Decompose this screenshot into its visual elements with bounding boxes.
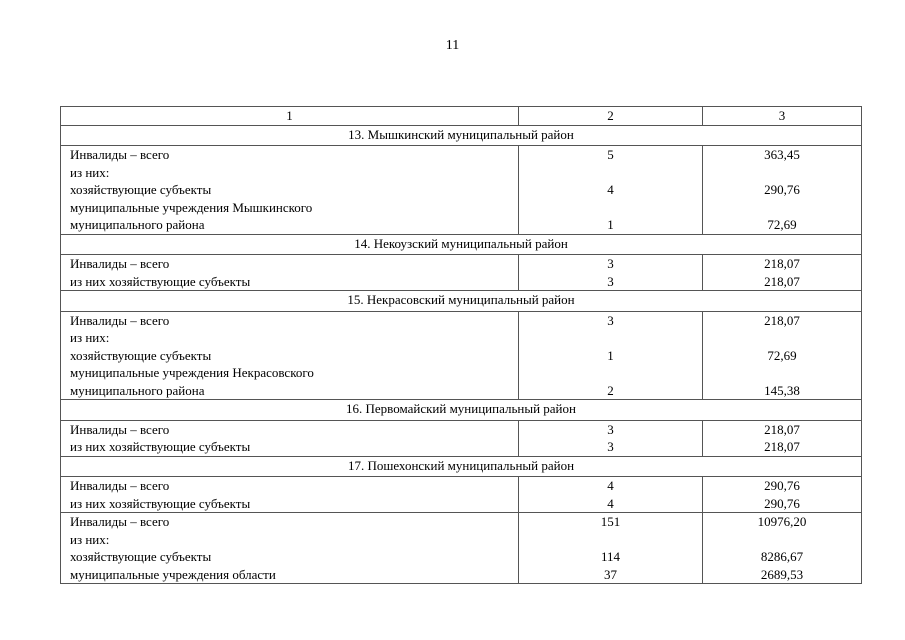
line-count xyxy=(519,329,702,347)
header-row xyxy=(61,107,862,126)
line-amount: 218,07 xyxy=(764,421,800,437)
line-label: Инвалиды – всего xyxy=(70,312,170,328)
section-title: 13. Мышкинский муниципальный район xyxy=(61,125,862,146)
line-amount: 72,69 xyxy=(767,217,797,232)
row-label-cell xyxy=(61,311,519,400)
line-count: 3 xyxy=(607,256,614,271)
row-label-cell xyxy=(61,255,519,291)
line-amount xyxy=(703,364,861,382)
line-count: 4 xyxy=(607,478,614,493)
line-label: Инвалиды – всего xyxy=(70,147,170,162)
data-table xyxy=(60,106,862,584)
row-count-cell xyxy=(519,513,703,584)
row-count-cell xyxy=(519,146,703,235)
section-title: 16. Первомайский муниципальный район xyxy=(61,400,862,421)
row-amount-cell xyxy=(703,255,862,291)
table-row xyxy=(61,311,862,400)
line-amount: 72,69 xyxy=(767,347,797,363)
line-amount: 218,07 xyxy=(764,439,800,454)
line-amount: 2689,53 xyxy=(760,566,804,582)
section-title-row xyxy=(61,400,862,421)
header-col-3: 3 xyxy=(703,107,862,126)
line-amount: 363,45 xyxy=(764,147,800,162)
section-title: 17. Пошехонский муниципальный район xyxy=(61,456,862,477)
row-label-cell xyxy=(61,513,519,584)
line-amount: 145,38 xyxy=(764,382,800,398)
line-count: 3 xyxy=(607,312,614,328)
line-label: из них хозяйствующие субъекты xyxy=(70,273,251,289)
line-count xyxy=(519,531,702,549)
line-count: 5 xyxy=(607,147,614,162)
line-label: Инвалиды – всего xyxy=(70,256,170,271)
section-title-row xyxy=(61,456,862,477)
header-col-2: 2 xyxy=(519,107,703,126)
line-label: муниципальные учреждения Мышкинского xyxy=(70,199,313,215)
line-label: хозяйствующие субъекты xyxy=(70,549,212,564)
table-row xyxy=(61,477,862,513)
line-count: 1 xyxy=(607,217,614,232)
section-title-row xyxy=(61,291,862,312)
line-label: Инвалиды – всего xyxy=(70,514,170,529)
line-amount xyxy=(703,164,861,182)
row-count-cell xyxy=(519,311,703,400)
line-count: 151 xyxy=(600,514,621,529)
line-label: муниципального района xyxy=(70,382,205,398)
line-label: Инвалиды – всего xyxy=(70,421,170,437)
line-count: 3 xyxy=(607,421,614,437)
line-count: 37 xyxy=(604,566,617,582)
row-label-cell xyxy=(61,477,519,513)
line-count: 1 xyxy=(607,347,614,363)
row-amount-cell xyxy=(703,477,862,513)
line-count: 3 xyxy=(607,273,614,289)
line-amount: 8286,67 xyxy=(760,549,804,564)
line-amount: 218,07 xyxy=(764,273,800,289)
line-count: 114 xyxy=(600,549,621,564)
section-title: 15. Некрасовский муниципальный район xyxy=(61,291,862,312)
line-label: из них: xyxy=(70,531,110,547)
row-amount-cell xyxy=(703,146,862,235)
line-label: муниципального района xyxy=(70,217,205,232)
table-row xyxy=(61,513,862,584)
line-label: Инвалиды – всего xyxy=(70,478,170,493)
row-count-cell xyxy=(519,420,703,456)
line-amount xyxy=(703,199,861,217)
line-label: муниципальные учреждения области xyxy=(70,566,276,582)
line-count: 2 xyxy=(607,382,614,398)
row-label-cell xyxy=(61,146,519,235)
line-label: муниципальные учреждения Некрасовского xyxy=(70,365,314,380)
line-count xyxy=(519,199,702,217)
line-amount: 290,76 xyxy=(764,182,800,197)
section-title-row xyxy=(61,234,862,255)
line-amount xyxy=(703,531,861,549)
line-amount: 218,07 xyxy=(764,312,800,328)
row-amount-cell xyxy=(703,513,862,584)
table-row xyxy=(61,420,862,456)
line-amount xyxy=(703,329,861,347)
line-label: из них хозяйствующие субъекты xyxy=(70,439,251,454)
table-row xyxy=(61,146,862,235)
line-amount: 10976,20 xyxy=(757,514,807,529)
line-label: из них: xyxy=(70,330,110,345)
line-label: из них хозяйствующие субъекты xyxy=(70,495,251,511)
row-count-cell xyxy=(519,255,703,291)
row-count-cell xyxy=(519,477,703,513)
line-label: хозяйствующие субъекты xyxy=(70,182,212,197)
row-label-cell xyxy=(61,420,519,456)
line-count: 4 xyxy=(607,495,614,511)
row-amount-cell xyxy=(703,420,862,456)
table-row xyxy=(61,255,862,291)
line-count xyxy=(519,164,702,182)
line-label: из них: xyxy=(70,164,110,180)
line-amount: 290,76 xyxy=(764,495,800,511)
header-col-1: 1 xyxy=(61,107,519,126)
section-title: 14. Некоузский муниципальный район xyxy=(61,234,862,255)
table-body xyxy=(61,125,862,584)
section-title-row xyxy=(61,125,862,146)
line-count xyxy=(519,364,702,382)
line-amount: 290,76 xyxy=(764,478,800,493)
line-label: хозяйствующие субъекты xyxy=(70,347,212,363)
line-amount: 218,07 xyxy=(764,256,800,271)
line-count: 4 xyxy=(607,182,614,197)
page-number: 11 xyxy=(445,38,460,53)
row-amount-cell xyxy=(703,311,862,400)
line-count: 3 xyxy=(607,439,614,454)
